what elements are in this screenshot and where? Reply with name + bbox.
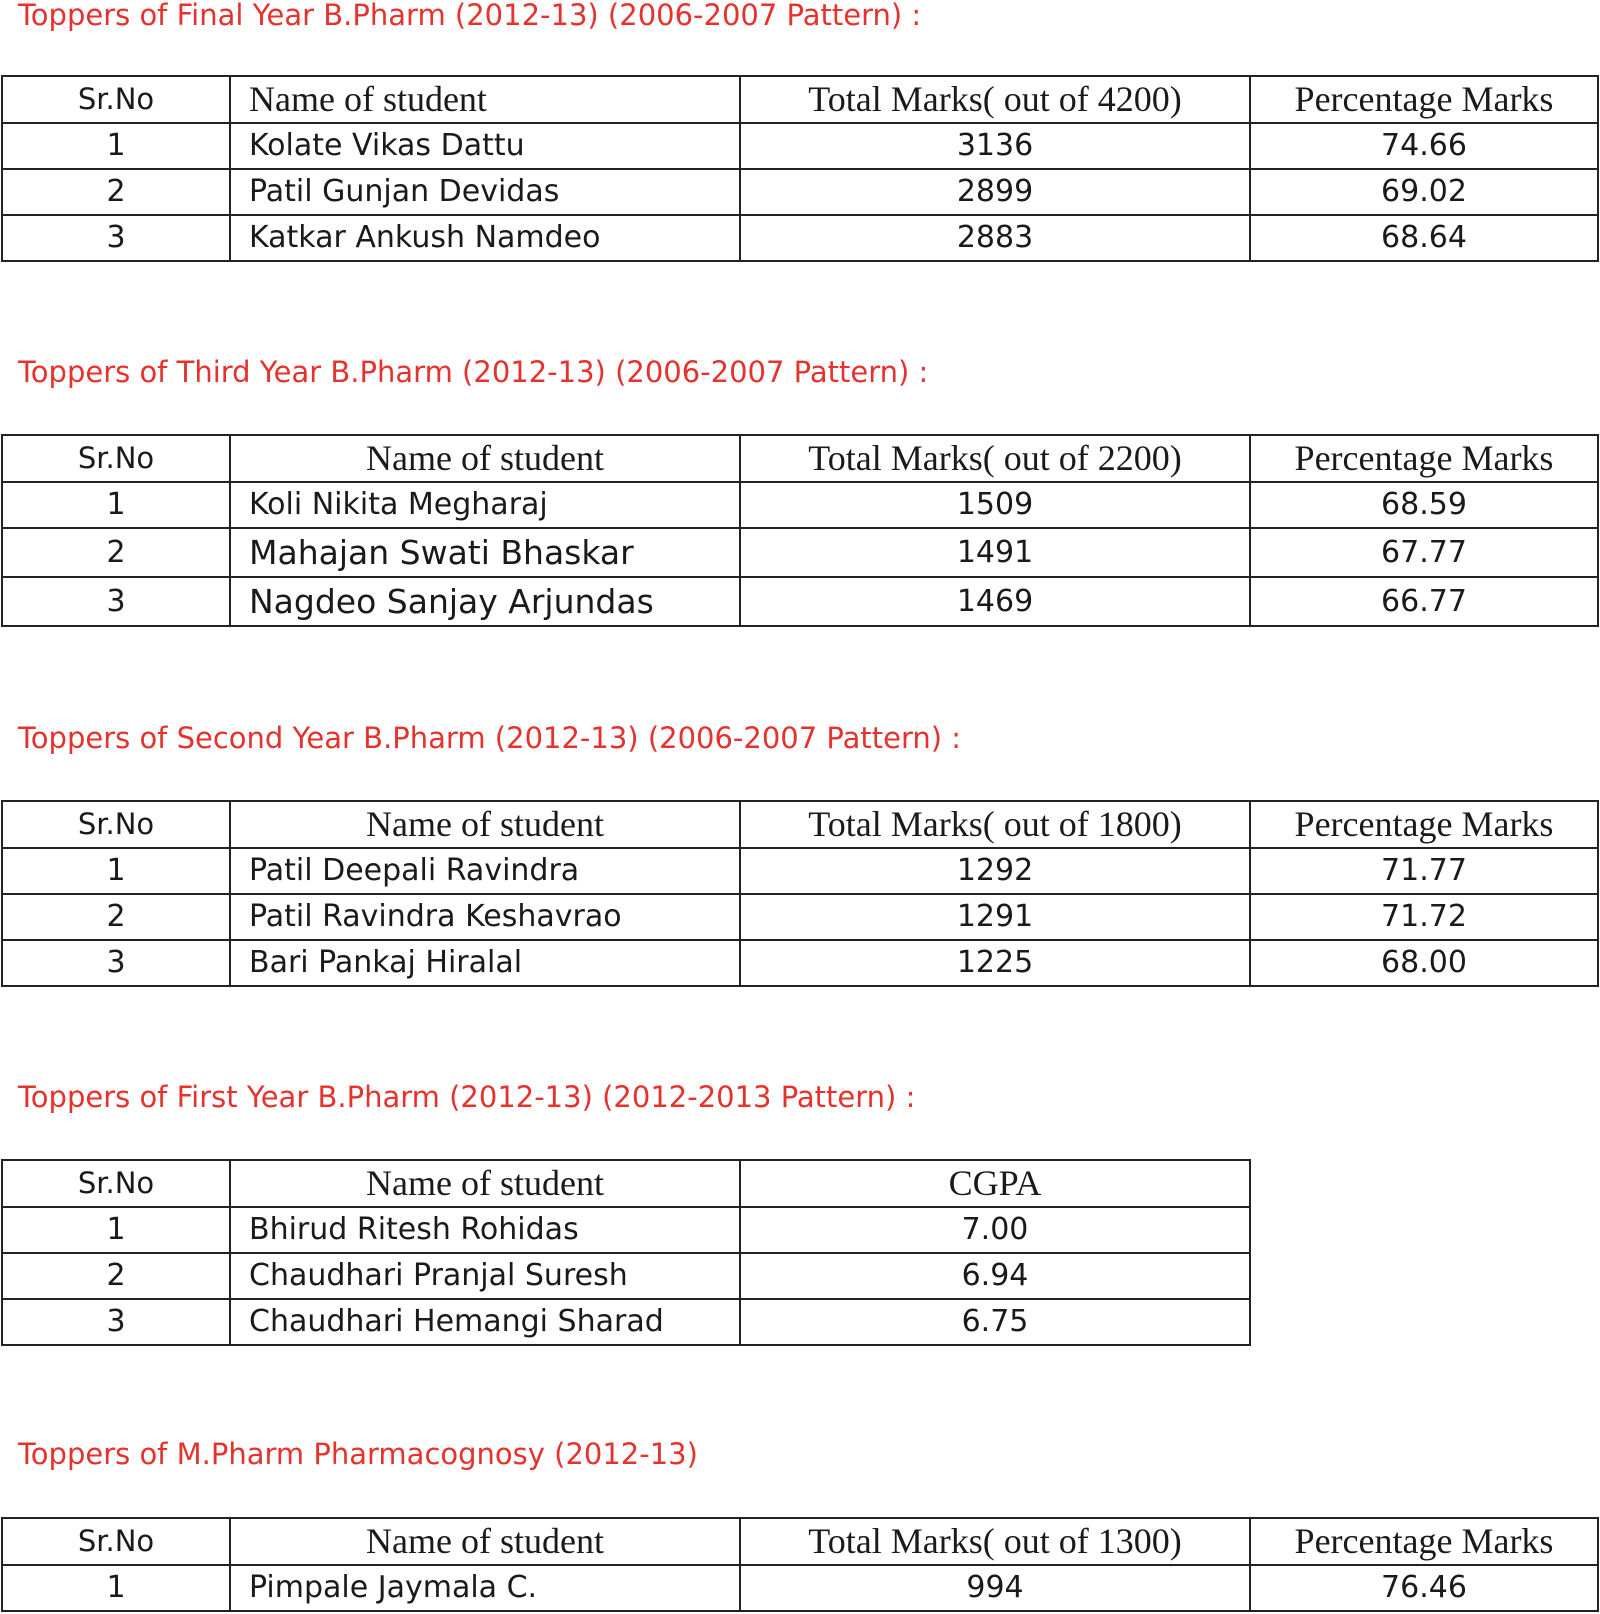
cell-total-marks: 994 (740, 1565, 1250, 1611)
column-header-sr-no: Sr.No (2, 435, 230, 482)
column-header-percentage: Percentage Marks (1250, 1518, 1598, 1565)
cell-cgpa: 7.00 (740, 1207, 1250, 1253)
cell-total-marks: 1469 (740, 577, 1250, 626)
cell-percentage: 74.66 (1250, 123, 1598, 169)
toppers-table-first-year (1, 1159, 1251, 1346)
column-header-total-marks: Total Marks( out of 1800) (740, 801, 1250, 848)
cell-percentage: 68.64 (1250, 215, 1598, 261)
table-header-row (2, 1518, 1598, 1565)
column-header-percentage: Percentage Marks (1250, 76, 1598, 123)
column-header-sr-no: Sr.No (2, 801, 230, 848)
cell-sr-no: 1 (2, 123, 230, 169)
cell-sr-no: 1 (2, 1207, 230, 1253)
cell-student-name: Katkar Ankush Namdeo (230, 215, 740, 261)
table-row (2, 528, 1598, 577)
cell-percentage: 71.77 (1250, 848, 1598, 894)
cell-percentage: 68.59 (1250, 482, 1598, 528)
cell-total-marks: 1225 (740, 940, 1250, 986)
table-header-row (2, 801, 1598, 848)
table-row (2, 940, 1598, 986)
column-header-sr-no: Sr.No (2, 1160, 230, 1207)
cell-student-name: Nagdeo Sanjay Arjundas (230, 577, 740, 626)
cell-cgpa: 6.94 (740, 1253, 1250, 1299)
cell-sr-no: 2 (2, 1253, 230, 1299)
table-header-row (2, 1160, 1250, 1207)
section-heading: Toppers of Second Year B.Pharm (2012-13) (2006-2007 Pattern) : (18, 721, 962, 755)
section-heading: Toppers of M.Pharm Pharmacognosy (2012-13) (18, 1437, 698, 1471)
column-header-total-marks: Total Marks( out of 2200) (740, 435, 1250, 482)
column-header-sr-no: Sr.No (2, 1518, 230, 1565)
cell-total-marks: 2899 (740, 169, 1250, 215)
cell-percentage: 66.77 (1250, 577, 1598, 626)
toppers-table-third-year (1, 434, 1599, 627)
cell-percentage: 67.77 (1250, 528, 1598, 577)
cell-total-marks: 1491 (740, 528, 1250, 577)
table-row (2, 1565, 1598, 1611)
cell-cgpa: 6.75 (740, 1299, 1250, 1345)
cell-total-marks: 3136 (740, 123, 1250, 169)
section-heading: Toppers of Third Year B.Pharm (2012-13) (2006-2007 Pattern) : (18, 355, 929, 389)
table-row (2, 1253, 1250, 1299)
table-row (2, 215, 1598, 261)
column-header-name: Name of student (230, 435, 740, 482)
cell-sr-no: 3 (2, 1299, 230, 1345)
toppers-table-mpharm (1, 1517, 1599, 1612)
cell-total-marks: 1292 (740, 848, 1250, 894)
cell-percentage: 76.46 (1250, 1565, 1598, 1611)
toppers-table-second-year (1, 800, 1599, 987)
cell-percentage: 68.00 (1250, 940, 1598, 986)
cell-student-name: Koli Nikita Megharaj (230, 482, 740, 528)
column-header-percentage: Percentage Marks (1250, 435, 1598, 482)
cell-student-name: Chaudhari Pranjal Suresh (230, 1253, 740, 1299)
table-row (2, 894, 1598, 940)
column-header-percentage: Percentage Marks (1250, 801, 1598, 848)
cell-student-name: Kolate Vikas Dattu (230, 123, 740, 169)
cell-sr-no: 3 (2, 215, 230, 261)
cell-sr-no: 1 (2, 848, 230, 894)
table-row (2, 169, 1598, 215)
column-header-cgpa: CGPA (740, 1160, 1250, 1207)
cell-student-name: Mahajan Swati Bhaskar (230, 528, 740, 577)
table-header-row (2, 435, 1598, 482)
cell-sr-no: 2 (2, 169, 230, 215)
cell-sr-no: 2 (2, 528, 230, 577)
cell-total-marks: 2883 (740, 215, 1250, 261)
cell-sr-no: 3 (2, 940, 230, 986)
cell-sr-no: 1 (2, 482, 230, 528)
cell-student-name: Patil Deepali Ravindra (230, 848, 740, 894)
cell-sr-no: 1 (2, 1565, 230, 1611)
table-row (2, 1299, 1250, 1345)
table-row (2, 848, 1598, 894)
cell-student-name: Patil Ravindra Keshavrao (230, 894, 740, 940)
cell-sr-no: 2 (2, 894, 230, 940)
table-row (2, 1207, 1250, 1253)
cell-student-name: Chaudhari Hemangi Sharad (230, 1299, 740, 1345)
column-header-name: Name of student (230, 76, 740, 123)
column-header-total-marks: Total Marks( out of 1300) (740, 1518, 1250, 1565)
column-header-name: Name of student (230, 1518, 740, 1565)
cell-total-marks: 1509 (740, 482, 1250, 528)
cell-student-name: Pimpale Jaymala C. (230, 1565, 740, 1611)
column-header-total-marks: Total Marks( out of 4200) (740, 76, 1250, 123)
cell-percentage: 69.02 (1250, 169, 1598, 215)
section-heading: Toppers of First Year B.Pharm (2012-13) (2012-2013 Pattern) : (18, 1080, 916, 1114)
column-header-name: Name of student (230, 801, 740, 848)
cell-sr-no: 3 (2, 577, 230, 626)
toppers-table-final-year (1, 75, 1599, 262)
cell-student-name: Bhirud Ritesh Rohidas (230, 1207, 740, 1253)
column-header-name: Name of student (230, 1160, 740, 1207)
cell-percentage: 71.72 (1250, 894, 1598, 940)
cell-student-name: Patil Gunjan Devidas (230, 169, 740, 215)
table-row (2, 577, 1598, 626)
cell-student-name: Bari Pankaj Hiralal (230, 940, 740, 986)
table-row (2, 123, 1598, 169)
column-header-sr-no: Sr.No (2, 76, 230, 123)
section-heading: Toppers of Final Year B.Pharm (2012-13) (2006-2007 Pattern) : (18, 0, 922, 32)
cell-total-marks: 1291 (740, 894, 1250, 940)
table-row (2, 482, 1598, 528)
table-header-row (2, 76, 1598, 123)
